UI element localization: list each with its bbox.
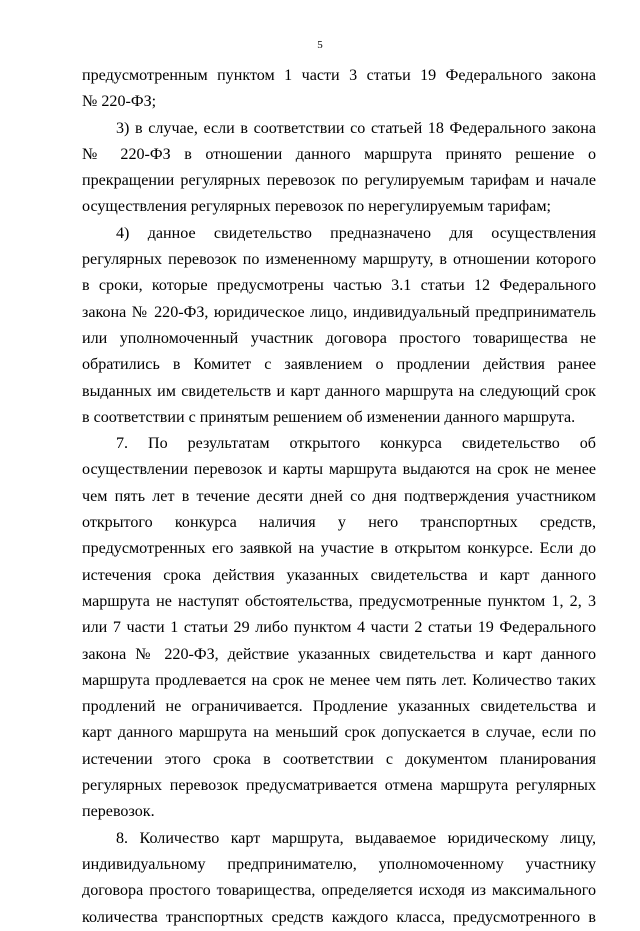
text-line: регулярных перевозок по измененному маршруту, в отношении которого — [82, 251, 596, 269]
text-line: или уполномоченный участник договора простого товарищества не — [82, 329, 596, 347]
text-line: 7. По результатам открытого конкурса свидетельство об — [116, 435, 596, 453]
text-line: регулярных перевозок предусматривается отмена маршрута регулярных — [82, 777, 596, 795]
text-line: чем пять лет в течение десяти дней со дня подтверждения участником — [82, 487, 596, 505]
text-line: закона № 220-ФЗ, действие указанных свидетельства и карт данного — [82, 645, 596, 663]
text-line: маршрута продлевается на срок не менее чем пять лет. Количество таких — [82, 671, 596, 689]
text-line: прекращении регулярных перевозок по регулируемым тарифам и начале — [82, 172, 596, 190]
text-line: индивидуальному предпринимателю, уполномоченному участнику — [82, 855, 596, 873]
text-line: 4) данное свидетельство предназначено для осуществления — [116, 224, 596, 242]
text-line: открытого конкурса наличия у него транспортных средств, — [82, 514, 596, 532]
text-line: предусмотренных его заявкой на участие в открытом конкурсе. Если до — [82, 540, 596, 558]
text-line: в сроки, которые предусмотрены частью 3.1 статьи 12 Федерального — [82, 277, 596, 295]
text-line: продлений не ограничивается. Продление указанных свидетельства и — [82, 698, 596, 716]
body-text — [82, 63, 596, 931]
text-line: или 7 части 1 статьи 29 либо пунктом 4 части 2 статьи 19 Федерального — [82, 619, 596, 637]
text-line: истечении этого срока в соответствии с документом планирования — [82, 750, 596, 768]
text-line: договора простого товарищества, определяется исходя из максимального — [82, 882, 596, 900]
text-line: № 220-ФЗ; — [82, 93, 157, 111]
text-line: истечения срока действия указанных свидетельства и карт данного — [82, 566, 596, 584]
text-line: количества транспортных средств каждого класса, предусмотренного в — [82, 908, 596, 926]
text-line: обратились в Комитет с заявлением о продлении действия ранее — [82, 356, 596, 374]
page-number: 5 — [317, 39, 323, 51]
text-line: выданных им свидетельств и карт данного маршрута на следующий срок — [82, 382, 596, 400]
text-line: осуществления регулярных перевозок по нерегулируемым тарифам; — [82, 198, 551, 216]
text-line: осуществлении перевозок и карты маршрута выдаются на срок не менее — [82, 461, 596, 479]
text-line: карт данного маршрута на меньший срок допускается в случае, если по — [82, 724, 596, 742]
text-line: в соответствии с принятым решением об изменении данного маршрута. — [82, 408, 576, 426]
text-line: 8. Количество карт маршрута, выдаваемое юридическому лицу, — [116, 829, 596, 847]
text-line: закона № 220-ФЗ, юридическое лицо, индивидуальный предприниматель — [82, 303, 596, 321]
text-line: 3) в случае, если в соответствии со статьей 18 Федерального закона — [116, 119, 596, 137]
text-line: № 220-ФЗ в отношении данного маршрута принято решение о — [82, 145, 596, 163]
text-line: предусмотренным пунктом 1 части 3 статьи 19 Федерального закона — [82, 67, 596, 84]
text-line: маршрута не наступят обстоятельства, предусмотренные пунктом 1, 2, 3 — [82, 592, 596, 610]
text-line: перевозок. — [82, 803, 155, 821]
